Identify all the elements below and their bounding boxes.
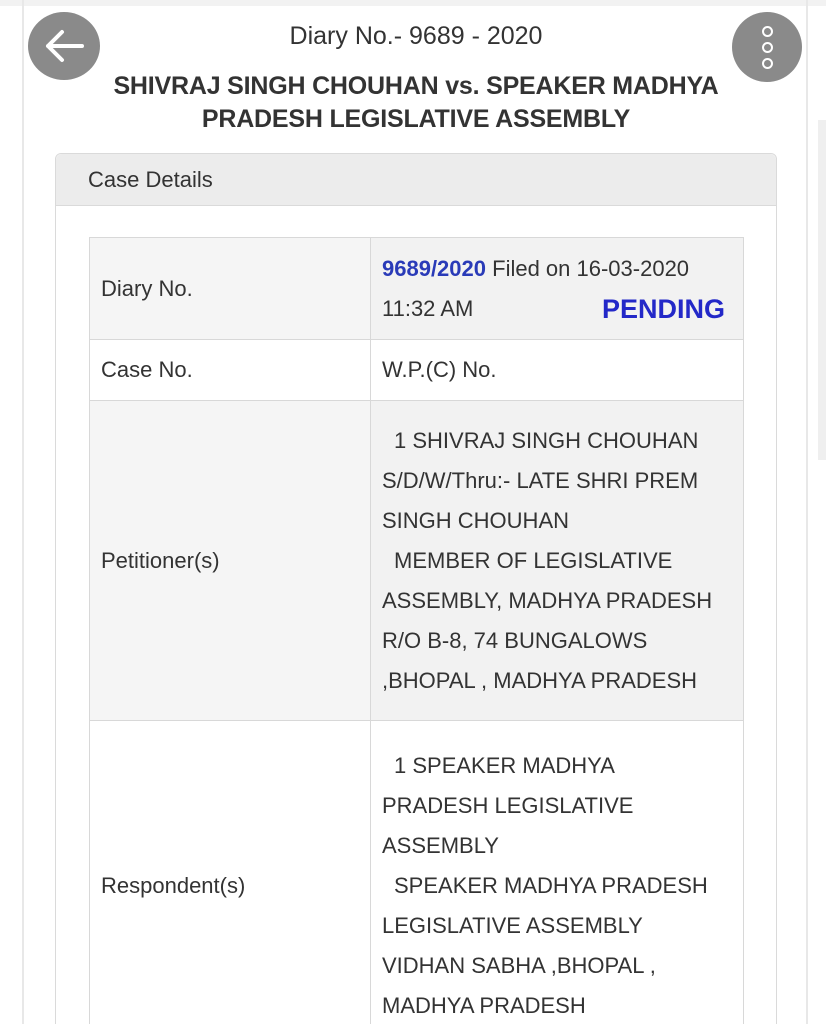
- filed-time: 11:32 AM: [382, 295, 474, 321]
- table-row: [90, 401, 744, 721]
- respondent-line: VIDHAN SABHA ,BHOPAL ,: [382, 952, 656, 978]
- more-vertical-icon: [762, 42, 773, 53]
- diary-filed-line: [382, 249, 725, 289]
- respondent-line: MADHYA PRADESH: [382, 992, 586, 1018]
- respondent-label: Respondent(s): [90, 721, 371, 1024]
- arrow-left-icon: [44, 29, 84, 63]
- petitioner-line: 1 SHIVRAJ SINGH CHOUHAN: [394, 427, 699, 453]
- diary-time-line: [382, 289, 725, 329]
- panel-heading: Case Details: [56, 154, 776, 206]
- petitioner-line: S/D/W/Thru:- LATE SHRI PREM: [382, 467, 699, 493]
- respondent-line: SPEAKER MADHYA PRADESH: [394, 872, 708, 898]
- respondent-line: ASSEMBLY: [382, 832, 499, 858]
- case-details-table: [89, 237, 744, 1024]
- petitioner-line: ,BHOPAL , MADHYA PRADESH: [382, 667, 698, 693]
- case-title: SHIVRAJ SINGH CHOUHAN vs. SPEAKER MADHYA PRADESH LEGISLATIVE ASSEMBLY: [113, 72, 719, 133]
- table-row: [90, 340, 744, 401]
- petitioner-line: SINGH CHOUHAN: [382, 507, 570, 533]
- table-row: [90, 721, 744, 1024]
- petitioner-line: MEMBER OF LEGISLATIVE: [394, 547, 673, 573]
- case-value: W.P.(C) No.: [371, 340, 744, 401]
- diary-number-link[interactable]: 9689/2020: [382, 255, 486, 281]
- status-badge: PENDING: [601, 293, 725, 324]
- diary-value: [371, 238, 744, 340]
- filed-text: Filed on 16-03-2020: [492, 255, 690, 281]
- case-label: Case No.: [90, 340, 371, 401]
- top-strip: [0, 0, 826, 6]
- petitioner-line: R/O B-8, 74 BUNGALOWS: [382, 627, 648, 653]
- petitioner-line: ASSEMBLY, MADHYA PRADESH: [382, 587, 713, 613]
- frame-left-edge: [22, 0, 24, 1024]
- scroll-edge: [818, 120, 826, 460]
- petitioner-label: Petitioner(s): [90, 401, 371, 721]
- respondent-line: PRADESH LEGISLATIVE: [382, 792, 634, 818]
- diary-header: Diary No.- 9689 - 2020: [289, 22, 543, 50]
- petitioner-value: [371, 401, 744, 721]
- more-vertical-icon: [762, 58, 773, 69]
- respondent-line: LEGISLATIVE ASSEMBLY: [382, 912, 643, 938]
- diary-label: Diary No.: [90, 238, 371, 340]
- more-vertical-icon: [762, 26, 773, 37]
- frame-right-edge: [806, 0, 808, 1024]
- table-row: [90, 238, 744, 340]
- respondent-value: [371, 721, 744, 1024]
- respondent-line: 1 SPEAKER MADHYA: [394, 752, 615, 778]
